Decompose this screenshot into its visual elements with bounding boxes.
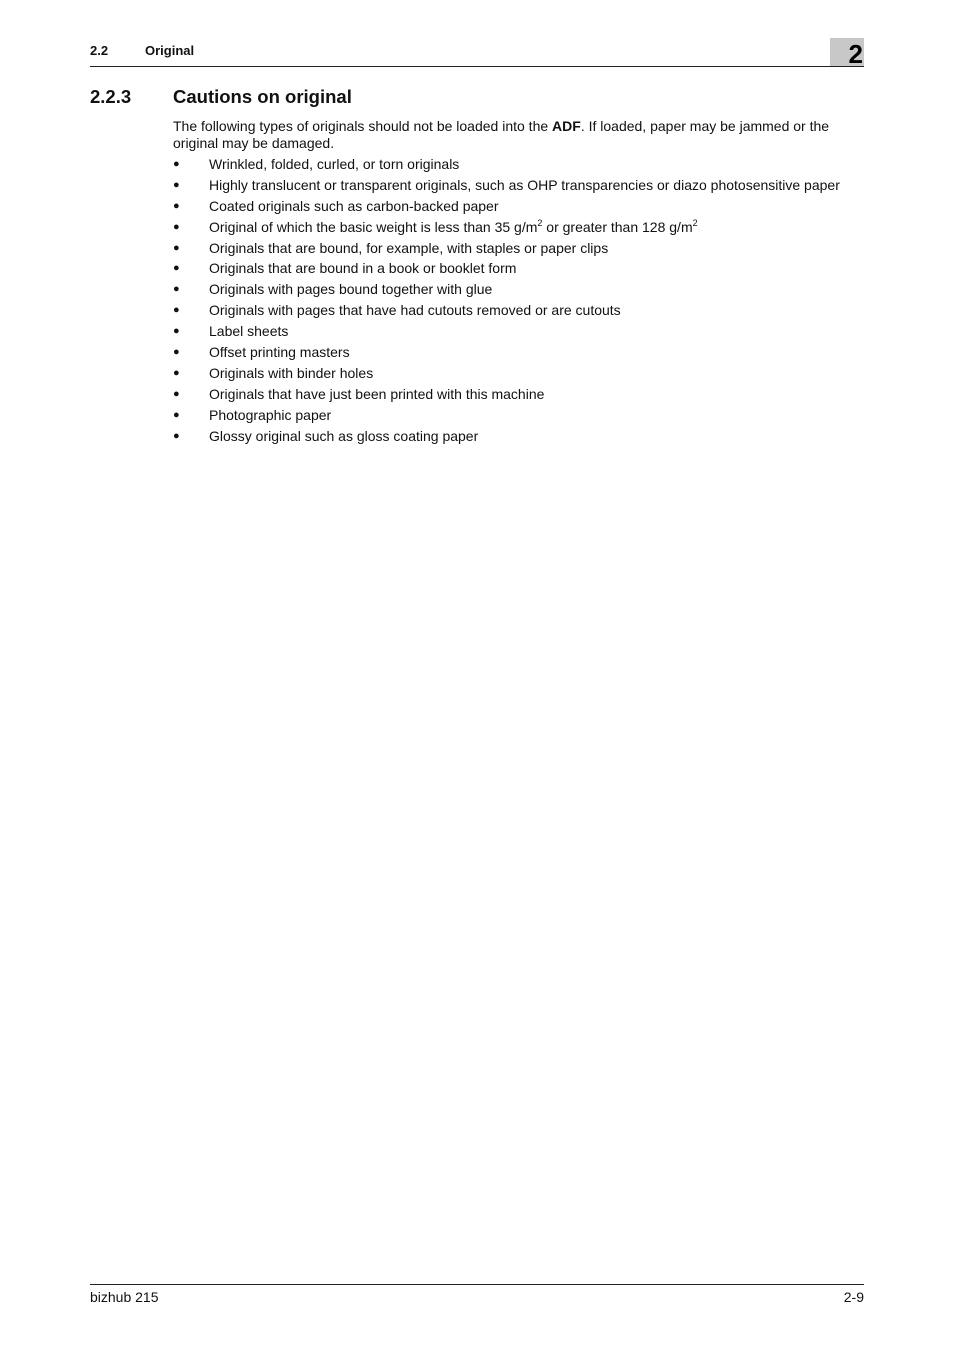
list-item-text: Originals that are bound, for example, with staples or paper clips <box>209 239 609 256</box>
bullet-icon: ● <box>173 325 180 338</box>
list-item <box>173 175 840 196</box>
list-item-text: Photographic paper <box>209 406 332 423</box>
bullet-icon: ● <box>173 283 180 296</box>
list-item <box>173 217 840 238</box>
chapter-tab <box>830 38 864 69</box>
bullet-icon: ● <box>173 366 180 379</box>
page-footer <box>90 1284 864 1305</box>
list-item-text: Originals with binder holes <box>209 364 374 381</box>
section-number: 2.2.3 <box>90 86 132 107</box>
list-item <box>173 154 840 175</box>
bullet-icon: ● <box>173 346 180 359</box>
list-item-text: Originals that are bound in a book or booklet form <box>209 260 517 277</box>
bullet-icon: ● <box>173 178 180 191</box>
list-item-text-part2: or greater than 128 g/m <box>542 218 693 235</box>
list-item-text: Highly translucent or transparent originals, such as OHP transparencies or diazo photosensitive paper <box>209 176 840 193</box>
list-item-text: Glossy original such as gloss coating paper <box>209 427 479 444</box>
list-item <box>173 342 840 363</box>
superscript-exponent: 2 <box>537 217 543 228</box>
header-section-title: Original <box>145 43 195 58</box>
list-item-text: Wrinkled, folded, curled, or torn originals <box>209 156 460 172</box>
list-item-text: Coated originals such as carbon-backed paper <box>209 197 499 214</box>
bullet-icon: ● <box>173 262 180 275</box>
intro-text-before: The following types of originals should not be loaded into the <box>173 118 553 134</box>
list-item <box>173 426 840 447</box>
bullet-icon: ● <box>173 408 180 421</box>
intro-emphasis-adf: ADF <box>552 118 581 134</box>
bullet-icon: ● <box>173 304 180 317</box>
footer-page-number: 2-9 <box>843 1289 864 1305</box>
list-item <box>173 279 840 300</box>
page-header <box>90 38 864 67</box>
list-item-text: Offset printing masters <box>209 344 350 361</box>
intro-paragraph <box>173 118 863 152</box>
footer-model-name: bizhub 215 <box>90 1289 159 1305</box>
list-item-text: Originals that have just been printed with this machine <box>209 385 545 402</box>
caution-list <box>173 154 840 446</box>
bullet-icon: ● <box>173 241 180 254</box>
superscript-exponent: 2 <box>692 217 698 228</box>
list-item-text: Originals with pages that have had cutouts removed or are cutouts <box>209 302 621 319</box>
list-item <box>173 300 840 321</box>
list-item-text: Originals with pages bound together with glue <box>209 281 493 298</box>
list-item <box>173 405 840 426</box>
bullet-icon: ● <box>173 387 180 400</box>
list-item <box>173 363 840 384</box>
chapter-number: 2 <box>848 39 863 69</box>
list-item <box>173 196 840 217</box>
list-item <box>173 384 840 405</box>
bullet-icon: ● <box>173 199 180 212</box>
header-section-number: 2.2 <box>90 43 109 58</box>
bullet-icon: ● <box>173 429 180 442</box>
section-title: Cautions on original <box>173 86 352 107</box>
intro-text-after: . If loaded, paper may be jammed or the original may be damaged. <box>173 118 830 151</box>
list-item <box>173 321 840 342</box>
list-item <box>173 238 840 259</box>
list-item-text: Label sheets <box>209 323 289 340</box>
section-heading <box>90 86 352 108</box>
list-item-text-part1: Original of which the basic weight is less than 35 g/m <box>209 218 538 235</box>
list-item <box>173 258 840 279</box>
bullet-icon: ● <box>173 220 180 233</box>
bullet-icon: ● <box>173 158 180 170</box>
